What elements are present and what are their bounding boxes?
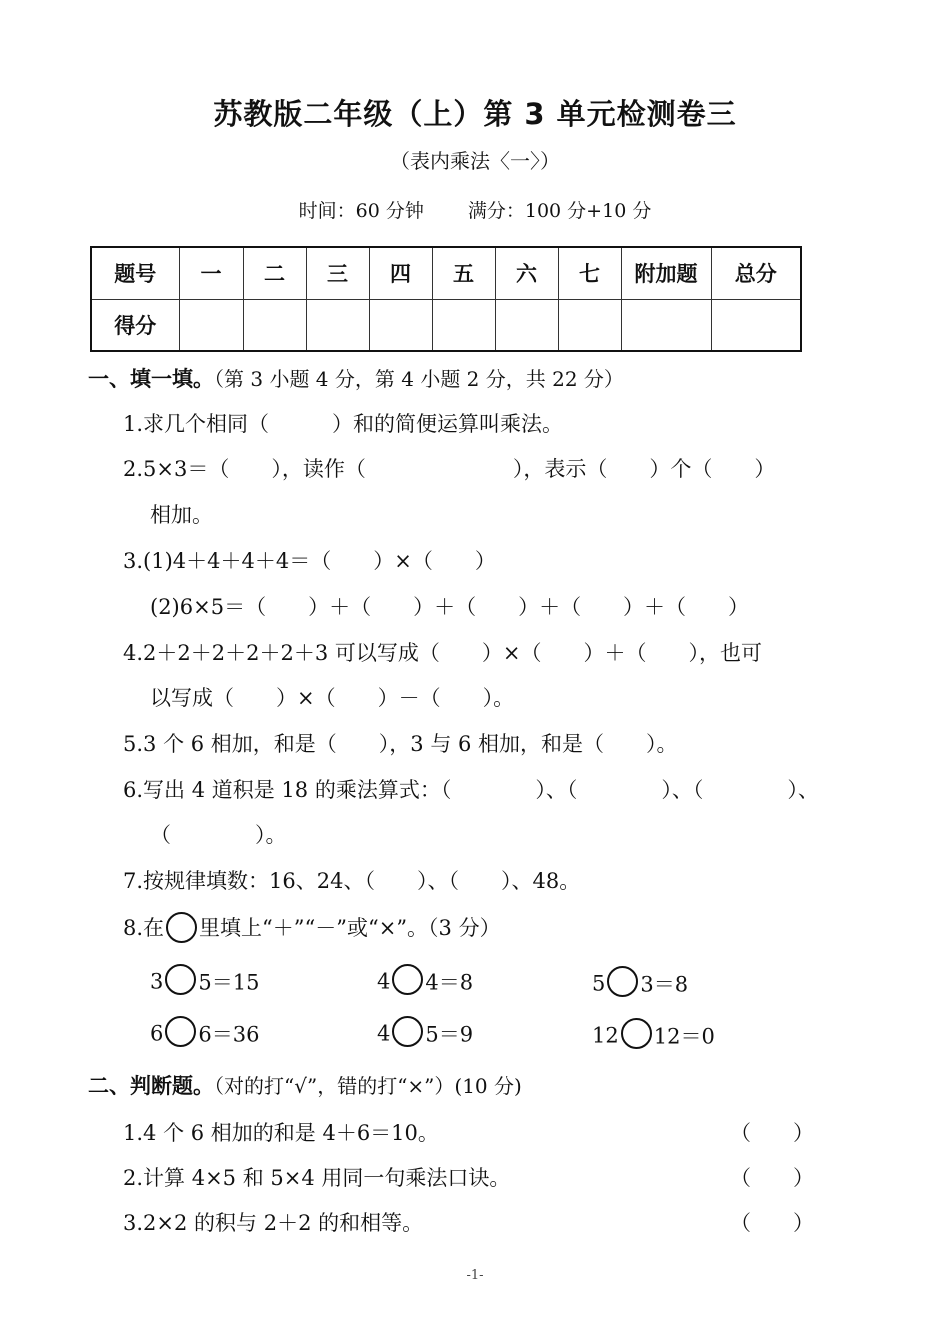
judge-item-3: 3.2×2 的积与 2＋2 的和相等。 xyxy=(123,1211,424,1235)
operator-blank-circle[interactable] xyxy=(621,1018,652,1049)
score-header-cell: 二 xyxy=(243,247,306,299)
section2-heading: 二、判断题。 xyxy=(88,1074,214,1098)
score-header-cell: 总分 xyxy=(711,247,801,299)
question-4-continued: 以写成（ ）×（ ）－（ ）。 xyxy=(150,686,515,710)
question-2-continued: 相加。 xyxy=(150,503,213,527)
question-1: 1.求几个相同（ ）和的简便运算叫乘法。 xyxy=(123,412,564,436)
score-header-cell: 一 xyxy=(179,247,243,299)
answer-parentheses[interactable]: （ ） xyxy=(730,1121,814,1145)
score-table-header-row xyxy=(91,247,801,299)
score-header-cell: 六 xyxy=(495,247,558,299)
judge-item-1: 1.4 个 6 相加的和是 4＋6＝10。 xyxy=(123,1121,439,1145)
answer-parentheses[interactable]: （ ） xyxy=(730,1211,814,1235)
page-subtitle: （表内乘法〈一〉） xyxy=(390,149,560,173)
score-header-cell: 五 xyxy=(432,247,495,299)
score-cell[interactable] xyxy=(432,299,495,351)
score-cell[interactable] xyxy=(621,299,711,351)
time-label: 时间：60 分钟 xyxy=(298,200,424,222)
operator-blank-circle[interactable] xyxy=(392,1016,423,1047)
operator-item: 12 12＝0 xyxy=(592,1020,715,1051)
score-cell[interactable] xyxy=(495,299,558,351)
question-8-text: 里填上“＋”“－”或“×”。（3 分） xyxy=(199,916,501,940)
score-header-cell: 四 xyxy=(369,247,432,299)
section1-heading: 一、填一填。 xyxy=(88,367,214,391)
operator-item: 4 5＝9 xyxy=(377,1018,473,1049)
page-title: 苏教版二年级（上）第 3 单元检测卷三 xyxy=(213,97,737,131)
score-cell[interactable] xyxy=(369,299,432,351)
score-row-label: 得分 xyxy=(91,299,179,351)
question-6: 6.写出 4 道积是 18 的乘法算式：（ ）、（ ）、（ ）、 xyxy=(123,778,819,802)
score-table xyxy=(90,246,802,352)
score-cell[interactable] xyxy=(306,299,369,351)
question-5: 5.3 个 6 相加，和是（ ），3 与 6 相加，和是（ ）。 xyxy=(123,732,678,756)
question-2: 2.5×3＝（ ），读作（ ），表示（ ）个（ ） xyxy=(123,457,776,481)
page-number: -1- xyxy=(466,1268,484,1283)
question-7: 7.按规律填数：16、24、（ ）、（ ）、48。 xyxy=(123,869,581,893)
answer-parentheses[interactable]: （ ） xyxy=(730,1166,814,1190)
score-table-score-row xyxy=(91,299,801,351)
question-8-prefix: 8.在 xyxy=(123,916,165,940)
section2-note: （对的打“√”，错的打“×”）(10 分) xyxy=(214,1074,522,1098)
operator-blank-circle[interactable] xyxy=(607,966,638,997)
operator-item: 6 6＝36 xyxy=(150,1018,259,1049)
section1-note: （第 3 小题 4 分，第 4 小题 2 分，共 22 分） xyxy=(214,367,624,391)
score-cell[interactable] xyxy=(179,299,243,351)
score-cell[interactable] xyxy=(558,299,621,351)
operator-item: 5 3＝8 xyxy=(592,968,688,999)
judge-item-2: 2.计算 4×5 和 5×4 用同一句乘法口诀。 xyxy=(123,1166,511,1190)
section1-heading-line xyxy=(88,363,624,393)
score-cell[interactable] xyxy=(243,299,306,351)
score-label: 满分：100 分+10 分 xyxy=(467,200,652,222)
section2-heading-line xyxy=(88,1070,522,1100)
operator-blank-circle[interactable] xyxy=(165,1016,196,1047)
question-8 xyxy=(123,912,501,945)
question-6-continued: （ ）。 xyxy=(150,823,287,847)
score-header-cell: 附加题 xyxy=(621,247,711,299)
operator-item: 4 4＝8 xyxy=(377,966,473,997)
question-3-part1: 3.(1)4＋4＋4＋4＝（ ）×（ ） xyxy=(123,549,496,573)
operator-blank-circle[interactable] xyxy=(165,964,196,995)
score-header-cell: 题号 xyxy=(91,247,179,299)
operator-item: 3 5＝15 xyxy=(150,966,259,997)
score-header-cell: 三 xyxy=(306,247,369,299)
time-score-line xyxy=(0,196,950,223)
operator-blank-circle[interactable] xyxy=(392,964,423,995)
question-3-part2: (2)6×5＝（ ）＋（ ）＋（ ）＋（ ）＋（ ） xyxy=(150,595,750,619)
score-cell[interactable] xyxy=(711,299,801,351)
circle-icon xyxy=(166,912,197,943)
question-4: 4.2＋2＋2＋2＋2＋3 可以写成（ ）×（ ）＋（ ），也可 xyxy=(123,641,762,665)
score-header-cell: 七 xyxy=(558,247,621,299)
